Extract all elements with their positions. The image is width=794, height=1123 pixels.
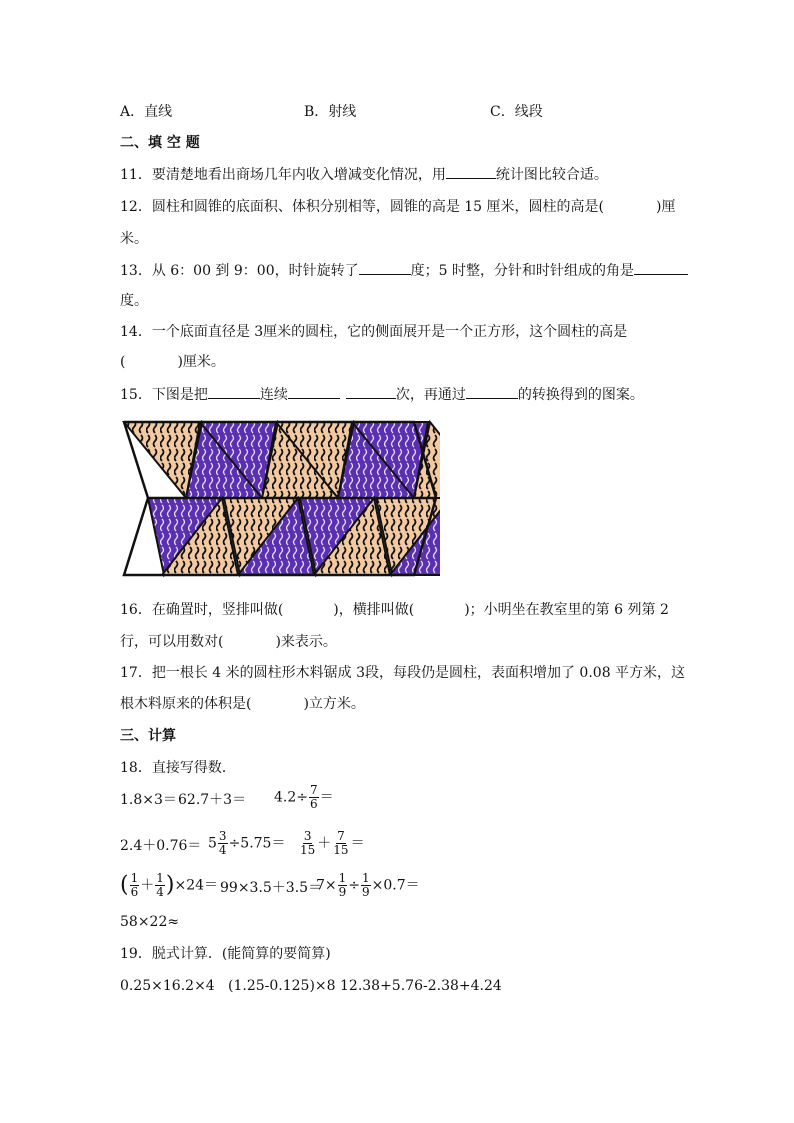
question-11: 11．要清楚地看出商场几年内收入增减变化情况，用 统计图比较合适。 bbox=[120, 164, 608, 185]
question-17: 17．把一根长 4 米的圆柱形木料锯成 3段，每段仍是圆柱，表面积增加了 0.08 平方米，这 bbox=[120, 665, 686, 681]
option-a: A．直线 bbox=[120, 104, 173, 120]
answer-blank[interactable] bbox=[634, 260, 688, 275]
answer-blank[interactable] bbox=[208, 384, 260, 399]
question-14: 14．一个底面直径是 3厘米的圆柱，它的侧面展开是一个正方形，这个圆柱的高是 bbox=[120, 324, 628, 340]
question-15: 15．下图是把 连续 次，再通过 的转换得到的图案。 bbox=[120, 384, 644, 405]
question-19-title: 19．脱式计算．(能简算的要简算) bbox=[120, 946, 331, 962]
option-c: C．线段 bbox=[490, 104, 543, 120]
calc-row-2: 2.4＋0.76＝ 5 $\frac{3}{4}$ ÷5.75＝ $\frac{3}{15}$ ＋ $\frac{7}{15}$ ＝ bbox=[120, 829, 365, 857]
question-14-line2: ( )厘米。 bbox=[120, 354, 225, 370]
section-2-title: 二、填 空 题 bbox=[120, 135, 200, 151]
question-16: 16．在确置时，竖排叫做( )，横排叫做( )；小明坐在教室里的第 6 列第 2 bbox=[120, 602, 669, 618]
question-18-title: 18．直接写得数． bbox=[120, 760, 236, 776]
answer-blank[interactable] bbox=[359, 260, 411, 275]
pattern-triangles bbox=[124, 422, 440, 575]
question-13-line2: 度。 bbox=[120, 293, 148, 309]
question-12: 12．圆柱和圆锥的底面积、体积分别相等，圆锥的高是 15 厘米，圆柱的高是( )厘 bbox=[120, 199, 676, 215]
calc-row-1: 1.8×3＝ 62.7＋3＝ 4.2÷ $\frac{7}{6}$ ＝ bbox=[120, 783, 334, 811]
question-13: 13．从 6：00 到 9：00，时针旋转了 度；5 时整，分针和时针组成的角是 bbox=[120, 260, 688, 281]
options-row bbox=[120, 102, 543, 122]
answer-blank[interactable] bbox=[466, 384, 518, 399]
question-16-line2: 行，可以用数对( )来表示。 bbox=[120, 634, 337, 650]
question-19-expressions: 0.25×16.2×4 (1.25-0.125)×8 12.38+5.76-2.38+4.24 bbox=[120, 978, 502, 994]
triangle-pattern-figure bbox=[118, 420, 440, 580]
answer-blank[interactable] bbox=[288, 384, 340, 399]
section-3-title: 三、计算 bbox=[120, 728, 176, 744]
question-17-line2: 根木料原来的体积是( )立方米。 bbox=[120, 696, 365, 712]
answer-blank[interactable] bbox=[446, 164, 496, 179]
option-b: B．射线 bbox=[304, 104, 357, 120]
answer-blank[interactable] bbox=[346, 384, 396, 399]
calc-row-4: 58×22≈ bbox=[120, 914, 180, 930]
question-12-line2: 米。 bbox=[120, 231, 148, 247]
